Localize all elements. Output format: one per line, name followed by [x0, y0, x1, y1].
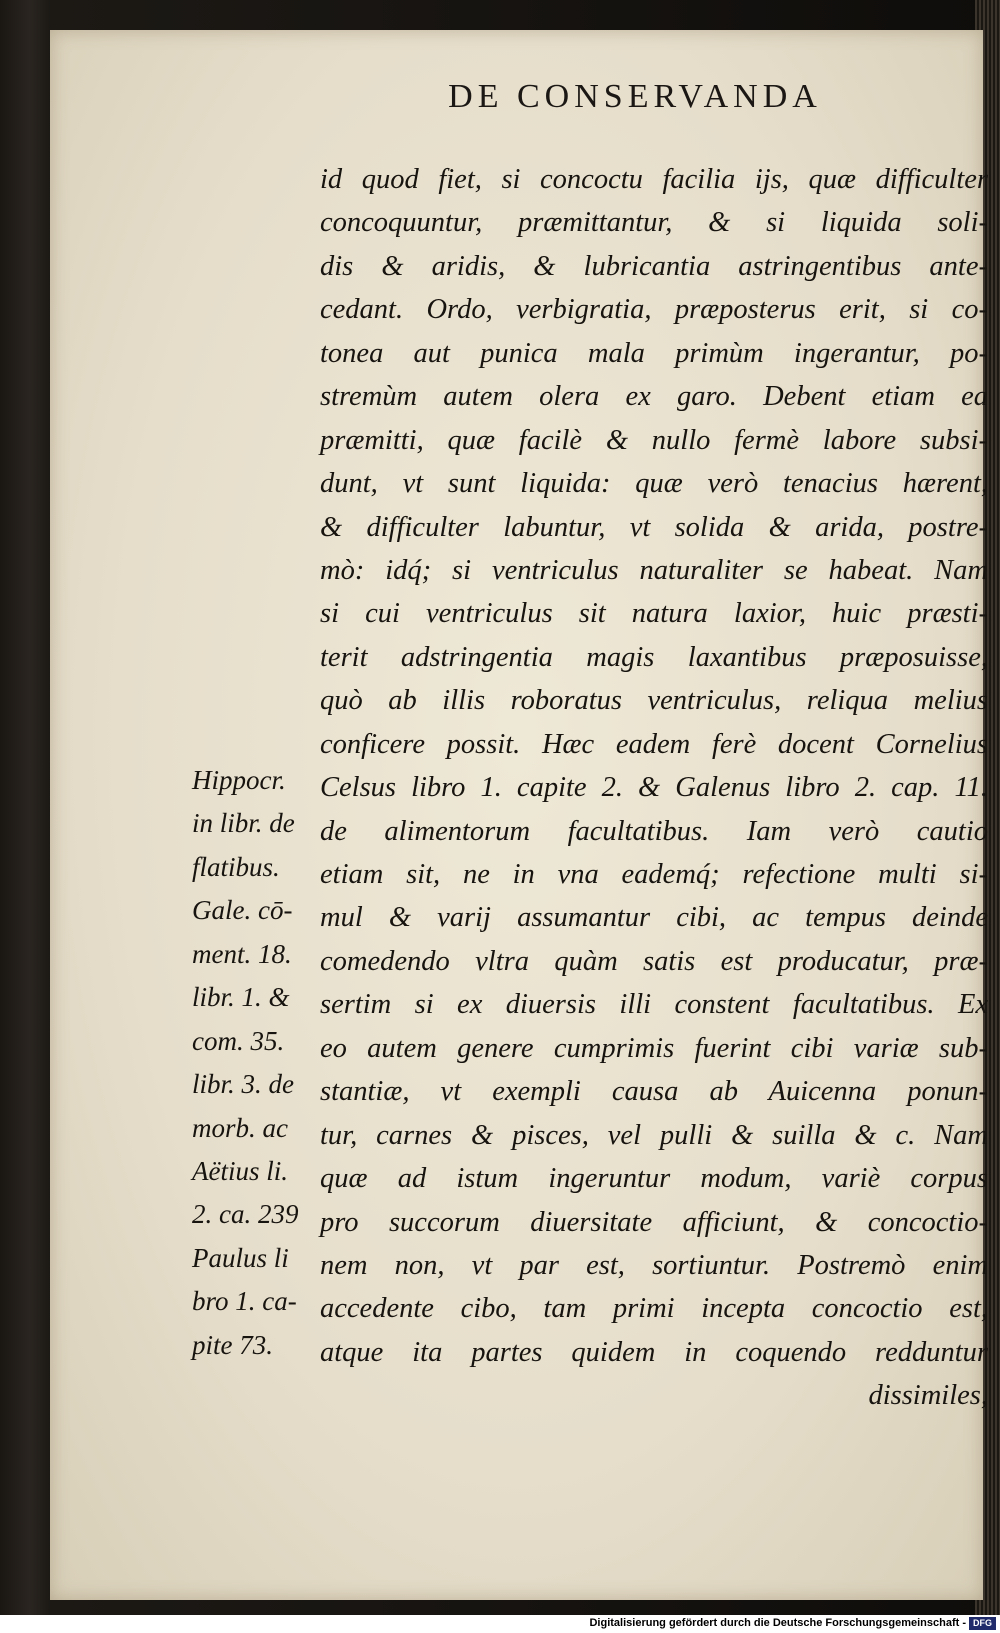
running-head: DE CONSERVANDA: [448, 78, 822, 115]
body-text: [320, 158, 988, 1418]
text-line: mò: idq́; si ventriculus naturaliter se habeat. Nam: [320, 554, 988, 586]
text-line: eo autem genere cumprimis fuerint cibi variæ sub-: [320, 1032, 988, 1064]
text-line: dunt, vt sunt liquida: quæ verò tenacius hærent,: [320, 468, 988, 500]
margin-notes: [192, 759, 322, 1367]
text-line: si cui ventriculus sit natura laxior, huic præsti-: [320, 598, 988, 630]
text-line: quæ ad istum ingeruntur modum, variè corpus: [320, 1163, 988, 1195]
margin-note: Gale. cō-: [192, 895, 293, 926]
margin-note: com. 35.: [192, 1025, 285, 1056]
text-line: mul & varij assumantur cibi, ac tempus deinde: [320, 902, 988, 934]
text-line: atque ita partes quidem in coquendo redduntur: [320, 1336, 988, 1368]
text-line: tur, carnes & pisces, vel pulli & suilla & c. Nam: [320, 1119, 988, 1151]
text-line: conficere possit. Hæc eadem ferè docent Cornelius: [320, 728, 988, 760]
dfg-logo: DFG: [969, 1617, 996, 1630]
margin-note: 2. ca. 239: [192, 1199, 299, 1230]
text-line: pro succorum diuersitate afficiunt, & concoctio-: [320, 1206, 988, 1238]
text-line: terit adstringentia magis laxantibus præposuisse,: [320, 641, 988, 673]
text-line: stantiæ, vt exempli causa ab Auicenna ponun-: [320, 1076, 988, 1108]
text-line: cedant. Ordo, verbigratia, præposterus erit, si co-: [320, 294, 988, 326]
margin-note: in libr. de: [192, 808, 295, 839]
text-line: etiam sit, ne in vna eademq́; refectione multi si-: [320, 859, 988, 890]
funding-credit: Digitalisierung gefördert durch die Deutsche Forschungsgemeinschaft -: [589, 1617, 966, 1629]
text-line: dissimiles,: [868, 1380, 988, 1412]
text-line: quò ab illis roboratus ventriculus, reliqua melius: [320, 685, 988, 717]
text-line: tonea aut punica mala primùm ingerantur, po-: [320, 337, 988, 369]
margin-note: Hippocr.: [192, 765, 286, 795]
margin-note: ment. 18.: [192, 938, 292, 969]
margin-note: libr. 3. de: [192, 1069, 295, 1100]
margin-note: morb. ac: [192, 1112, 288, 1143]
text-line: sertim si ex diuersis illi constent facultatibus. Ex: [320, 989, 988, 1021]
margin-note: flatibus.: [192, 851, 280, 882]
text-line: præmitti, quæ facilè & nullo fermè labore subsi-: [320, 424, 988, 456]
text-line: & difficulter labuntur, vt solida & arida, postre-: [320, 511, 988, 543]
text-line: stremùm autem olera ex garo. Debent etiam ea: [320, 381, 988, 413]
margin-note: Paulus li: [192, 1242, 289, 1273]
margin-note: libr. 1. &: [192, 982, 290, 1013]
text-line: Celsus libro 1. capite 2. & Galenus libro 2. cap. 11.: [320, 772, 988, 804]
text-line: dis & aridis, & lubricantia astringentibus ante-: [320, 250, 988, 282]
text-line: id quod fiet, si concoctu facilia ijs, quæ difficulter: [320, 164, 988, 195]
margin-note: bro 1. ca-: [192, 1286, 297, 1317]
text-line: de alimentorum facultatibus. Iam verò cautio: [320, 815, 988, 847]
text-line: concoquuntur, præmittantur, & si liquida soli-: [320, 207, 988, 239]
text-line: nem non, vt par est, sortiuntur. Postremò enim: [320, 1249, 988, 1281]
margin-note: pite 73.: [192, 1329, 273, 1360]
text-line: comedendo vltra quàm satis est producatur, præ-: [320, 945, 988, 977]
text-line: accedente cibo, tam primi incepta concoctio est,: [320, 1293, 988, 1325]
margin-note: Aëtius li.: [192, 1155, 288, 1186]
